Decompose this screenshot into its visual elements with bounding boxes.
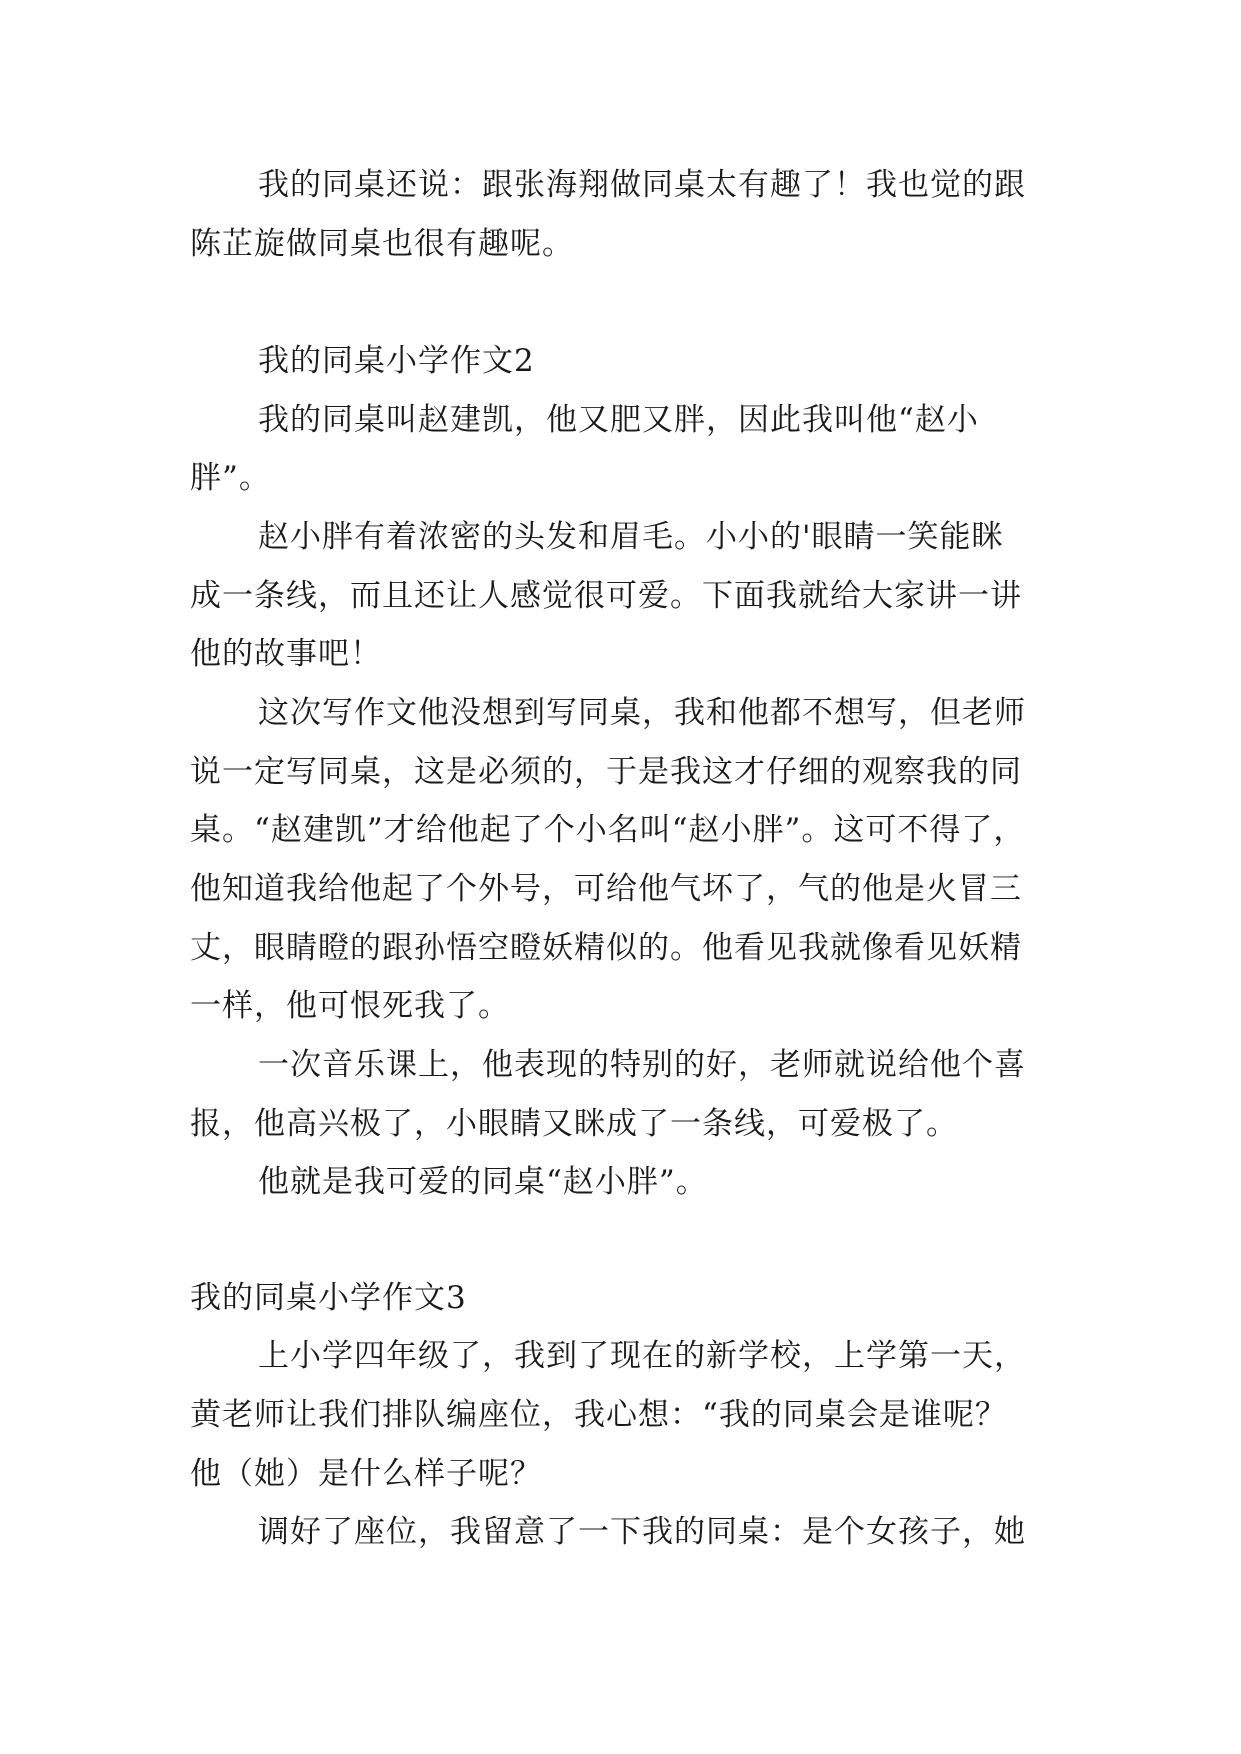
paragraph-line: 我的同桌叫赵建凯，他又肥又胖，因此我叫他“赵小 <box>258 402 979 438</box>
paragraph-line: 一样，他可恨死我了。 <box>190 988 510 1024</box>
section-heading: 我的同桌小学作文3 <box>190 1280 467 1316</box>
paragraph-line: 胖”。 <box>190 460 271 496</box>
paragraph-line: 黄老师让我们排队编座位，我心想：“我的同桌会是谁呢？ <box>190 1397 1007 1433</box>
paragraph-line: 丈，眼睛瞪的跟孙悟空瞪妖精似的。他看见我就像看见妖精 <box>190 930 1022 966</box>
section-heading: 我的同桌小学作文2 <box>258 343 535 379</box>
paragraph-line: 一次音乐课上，他表现的特别的好，老师就说给他个喜 <box>258 1047 1026 1083</box>
paragraph-line: 这次写作文他没想到写同桌，我和他都不想写，但老师 <box>258 695 1026 731</box>
paragraph-line: 他的故事吧！ <box>190 636 382 672</box>
paragraph-line: 成一条线，而且还让人感觉很可爱。下面我就给大家讲一讲 <box>190 578 1022 614</box>
paragraph-line: 他（她）是什么样子呢？ <box>190 1456 542 1492</box>
paragraph-line: 上小学四年级了，我到了现在的新学校，上学第一天， <box>258 1338 1026 1374</box>
paragraph-line: 赵小胖有着浓密的头发和眉毛。小小的'眼睛一笑能眯 <box>258 519 1004 555</box>
paragraph-line: 他就是我可爱的同桌“赵小胖”。 <box>258 1164 708 1200</box>
paragraph-line: 桌。“赵建凯”才给他起了个小名叫“赵小胖”。这可不得了， <box>190 812 1026 848</box>
paragraph-line: 他知道我给他起了个外号，可给他气坏了，气的他是火冒三 <box>190 871 1022 907</box>
paragraph-line: 说一定写同桌，这是必须的，于是我这才仔细的观察我的同 <box>190 754 1022 790</box>
paragraph-line: 调好了座位，我留意了一下我的同桌：是个女孩子，她 <box>258 1514 1026 1550</box>
paragraph-line: 陈芷旋做同桌也很有趣呢。 <box>190 226 574 262</box>
paragraph-line: 我的同桌还说：跟张海翔做同桌太有趣了！我也觉的跟 <box>258 167 1026 203</box>
paragraph-line: 报，他高兴极了，小眼睛又眯成了一条线，可爱极了。 <box>190 1106 958 1142</box>
